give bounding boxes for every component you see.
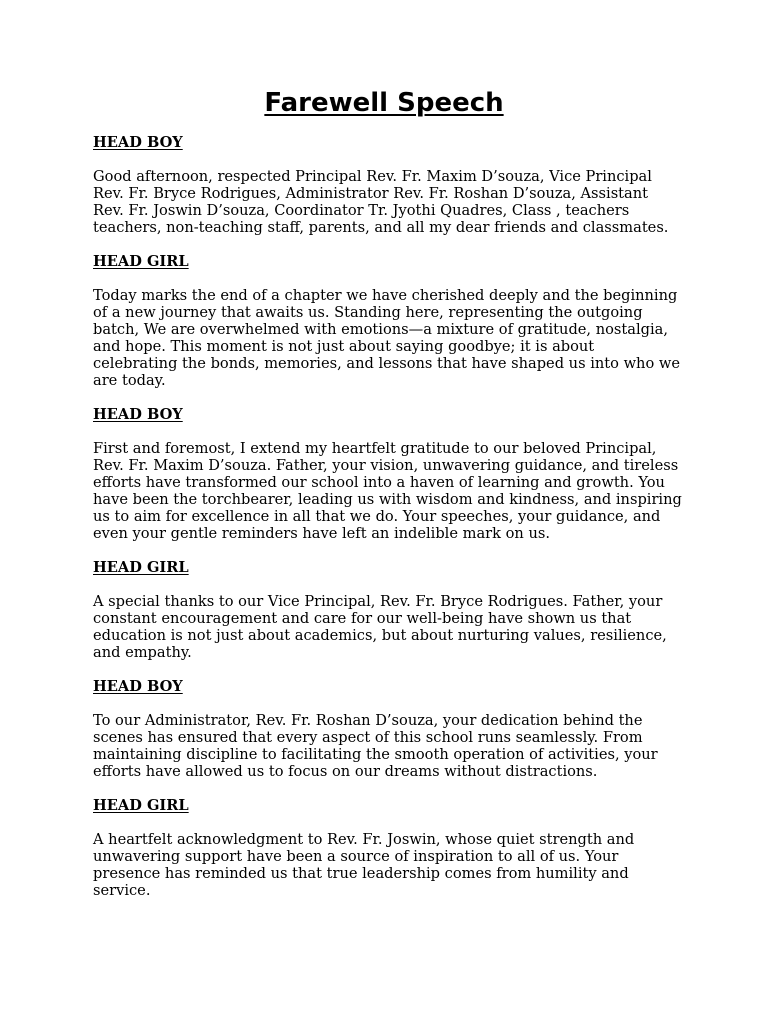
speaker-heading: HEAD GIRL <box>93 253 189 270</box>
page-title <box>0 86 768 120</box>
speaker-heading: HEAD BOY <box>93 406 183 423</box>
page-title-text: Farewell Speech <box>264 88 504 118</box>
speaker-heading: HEAD GIRL <box>93 797 189 814</box>
speaker-heading: HEAD BOY <box>93 134 183 151</box>
speech-paragraph: Today marks the end of a chapter we have cherished deeply and the beginning of a new journey that awaits us. Standing here, representing the outgoing batch, We are overwhelmed with emotions—a mixture of gratitude, nostalgia, and hope. This moment is not just about saying goodbye; it is about celebrating the bonds, memories, and lessons that have shaped us into who we are today. <box>93 287 681 389</box>
speech-paragraph: A special thanks to our Vice Principal, Rev. Fr. Bryce Rodrigues. Father, your constant encouragement and care for our well-being have shown us that education is not just about academics, but about nurturing values, resilience, and empathy. <box>93 593 667 661</box>
speaker-heading: HEAD BOY <box>93 678 183 695</box>
speaker-heading: HEAD GIRL <box>93 559 189 576</box>
speech-body <box>93 134 683 916</box>
speech-paragraph: Good afternoon, respected Principal Rev. Fr. Maxim D’souza, Vice Principal Rev. Fr. Bryce Rodrigues, Administrator Rev. Fr. Roshan D’souza, Assistant Rev. Fr. Joswin D’souza, Coordinator Tr. Jyothi Quadres, Class , teachers teachers, non-teaching staff, parents, and all my dear friends and classmates. <box>93 168 669 236</box>
speech-paragraph: First and foremost, I extend my heartfelt gratitude to our beloved Principal, Rev. Fr. Maxim D’souza. Father, your vision, unwavering guidance, and tireless efforts have transformed our school into a haven of learning and growth. You have been the torchbearer, leading us with wisdom and kindness, and inspiring us to aim for excellence in all that we do. Your speeches, your guidance, and even your gentle reminders have left an indelible mark on us. <box>93 440 682 542</box>
speech-paragraph: A heartfelt acknowledgment to Rev. Fr. Joswin, whose quiet strength and unwavering support have been a source of inspiration to all of us. Your presence has reminded us that true leadership comes from humility and service. <box>93 831 635 899</box>
speech-paragraph: To our Administrator, Rev. Fr. Roshan D’souza, your dedication behind the scenes has ensured that every aspect of this school runs seamlessly. From maintaining discipline to facilitating the smooth operation of activities, your efforts have allowed us to focus on our dreams without distractions. <box>93 712 658 780</box>
